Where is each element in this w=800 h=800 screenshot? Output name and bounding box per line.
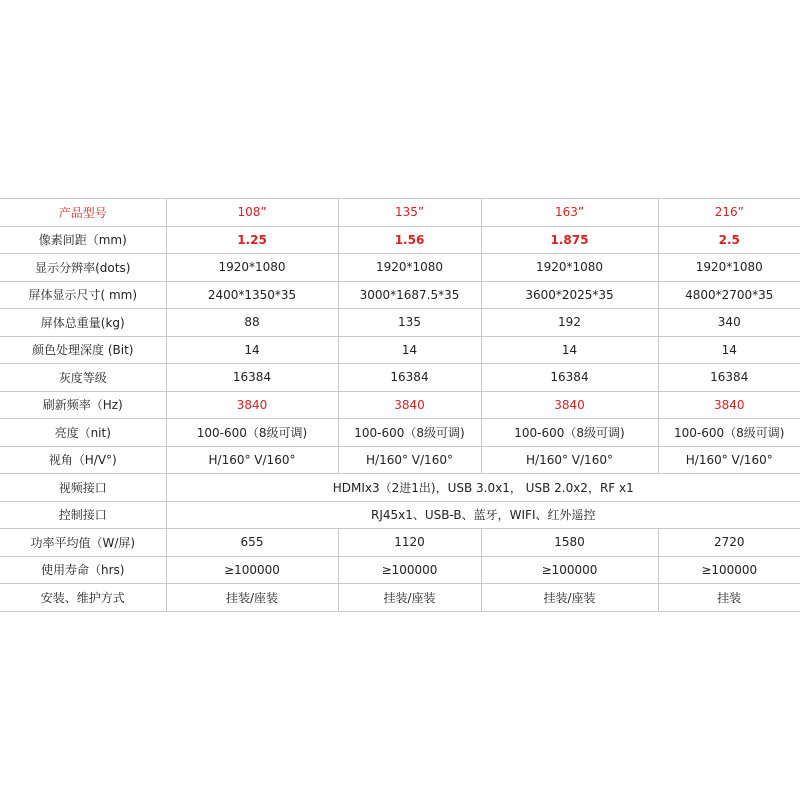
table-row-lifespan [0, 556, 800, 584]
cell-value: 655 [166, 529, 338, 557]
cell-value: 1.56 [338, 226, 481, 254]
table-row-brightness [0, 419, 800, 447]
table-row-color-depth [0, 336, 800, 364]
cell-value: 14 [166, 336, 338, 364]
row-label: 屏体显示尺寸( mm) [0, 281, 166, 309]
cell-value: 3840 [166, 391, 338, 419]
cell-value: H/160° V/160° [338, 446, 481, 474]
spec-table [0, 198, 800, 612]
cell-value: ≥100000 [166, 556, 338, 584]
table-row-control-ports [0, 501, 800, 529]
row-label: 颜色处理深度 (Bit) [0, 336, 166, 364]
cell-value: 2.5 [658, 226, 800, 254]
cell-value: ≥100000 [481, 556, 658, 584]
cell-value: 1920*1080 [166, 254, 338, 282]
cell-value: 16384 [338, 364, 481, 392]
cell-value-merged: RJ45x1、USB-B、蓝牙，WIFI、红外遥控 [166, 501, 800, 529]
row-label: 灰度等级 [0, 364, 166, 392]
cell-value: 3840 [338, 391, 481, 419]
table-row-gray [0, 364, 800, 392]
table-row-view-angle [0, 446, 800, 474]
cell-value: 1580 [481, 529, 658, 557]
table-row-pitch [0, 226, 800, 254]
cell-value: 4800*2700*35 [658, 281, 800, 309]
cell-value: 挂装/座装 [481, 584, 658, 612]
cell-value: 1920*1080 [658, 254, 800, 282]
cell-value: 3000*1687.5*35 [338, 281, 481, 309]
model-label: 产品型号 [0, 199, 166, 227]
table-row-resolution [0, 254, 800, 282]
row-label: 显示分辨率(dots) [0, 254, 166, 282]
cell-value: 135 [338, 309, 481, 337]
table-row-model [0, 199, 800, 227]
row-label: 功率平均值（W/屏) [0, 529, 166, 557]
row-label: 控制接口 [0, 501, 166, 529]
table-row-video-ports [0, 474, 800, 502]
cell-value: 挂装 [658, 584, 800, 612]
row-label: 亮度（nit) [0, 419, 166, 447]
row-label: 刷新频率（Hz) [0, 391, 166, 419]
cell-value: 100-600（8级可调) [481, 419, 658, 447]
cell-value: 16384 [481, 364, 658, 392]
cell-value: 192 [481, 309, 658, 337]
cell-value: 3840 [658, 391, 800, 419]
row-label: 屏体总重量(kg) [0, 309, 166, 337]
row-label: 视频接口 [0, 474, 166, 502]
table-row-power [0, 529, 800, 557]
cell-value: ≥100000 [658, 556, 800, 584]
cell-value: H/160° V/160° [481, 446, 658, 474]
table-row-refresh [0, 391, 800, 419]
table-row-weight [0, 309, 800, 337]
cell-value: 16384 [166, 364, 338, 392]
cell-value: 1120 [338, 529, 481, 557]
cell-value: 16384 [658, 364, 800, 392]
model-163: 163” [481, 199, 658, 227]
cell-value: 2720 [658, 529, 800, 557]
cell-value: 2400*1350*35 [166, 281, 338, 309]
cell-value-merged: HDMIx3（2进1出)，USB 3.0x1， USB 2.0x2，RF x1 [166, 474, 800, 502]
cell-value: 88 [166, 309, 338, 337]
row-label: 安装、维护方式 [0, 584, 166, 612]
cell-value: H/160° V/160° [658, 446, 800, 474]
row-label: 视角（H/V°) [0, 446, 166, 474]
cell-value: 挂装/座装 [166, 584, 338, 612]
model-135: 135” [338, 199, 481, 227]
cell-value: 1920*1080 [481, 254, 658, 282]
row-label: 使用寿命（hrs) [0, 556, 166, 584]
cell-value: 14 [338, 336, 481, 364]
cell-value: 14 [658, 336, 800, 364]
model-108: 108” [166, 199, 338, 227]
cell-value: 100-600（8级可调) [166, 419, 338, 447]
cell-value: 1.25 [166, 226, 338, 254]
cell-value: 1920*1080 [338, 254, 481, 282]
cell-value: 14 [481, 336, 658, 364]
cell-value: 3600*2025*35 [481, 281, 658, 309]
model-216: 216” [658, 199, 800, 227]
row-label: 像素间距（mm) [0, 226, 166, 254]
cell-value: ≥100000 [338, 556, 481, 584]
cell-value: H/160° V/160° [166, 446, 338, 474]
cell-value: 340 [658, 309, 800, 337]
cell-value: 挂装/座装 [338, 584, 481, 612]
table-row-install [0, 584, 800, 612]
cell-value: 100-600（8级可调) [338, 419, 481, 447]
cell-value: 1.875 [481, 226, 658, 254]
table-row-size [0, 281, 800, 309]
cell-value: 100-600（8级可调) [658, 419, 800, 447]
cell-value: 3840 [481, 391, 658, 419]
